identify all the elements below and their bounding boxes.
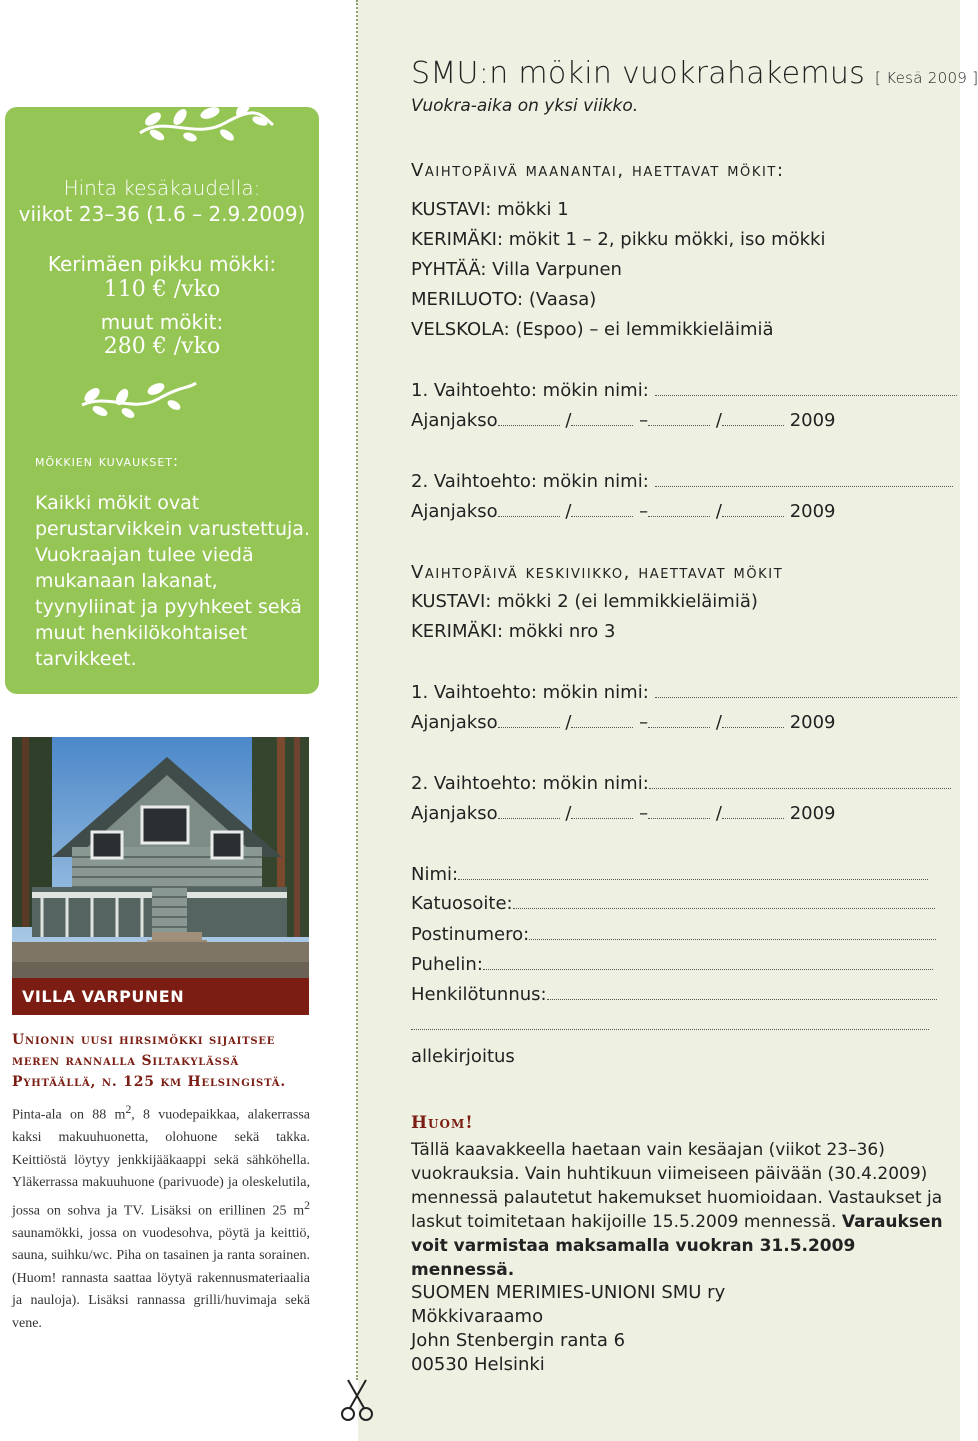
period-field[interactable] bbox=[722, 412, 784, 426]
leaf-vine-icon bbox=[78, 375, 198, 420]
period-field[interactable] bbox=[498, 412, 560, 426]
descriptions-body: Kaikki mökit ovat perustarvikkein varustettuja. Vuokraajan tulee viedä mukanaan lakanat, tyynyliinat ja pyyhkeet sekä muut henkilökohtaiset tarvikkeet. bbox=[35, 492, 310, 670]
period-field[interactable] bbox=[648, 412, 710, 426]
descriptions-title: mökkien kuvaukset: bbox=[35, 452, 180, 470]
signature-field[interactable] bbox=[411, 1016, 929, 1030]
period-field[interactable] bbox=[722, 805, 784, 819]
id-row: Henkilötunnus: bbox=[411, 984, 937, 1006]
phone-field[interactable] bbox=[483, 956, 933, 970]
wednesday-choice-1: 1. Vaihtoehto: mökin nimi: bbox=[411, 682, 957, 704]
price-season-label: Hinta kesäkaudella: bbox=[63, 176, 261, 200]
address-line: SUOMEN MERIMIES-UNIONI SMU ry bbox=[411, 1282, 726, 1303]
monday-choice-1: 1. Vaihtoehto: mökin nimi: bbox=[411, 380, 957, 402]
villa-photo bbox=[12, 737, 309, 978]
villa-description: Pinta-ala on 88 $m^2$, 8 vuodepaikkaa, alakerrassa kaksi makuuhuonetta, olohuone sekä takka. Keittiöstä löytyy jenkkijääkaappi sekä sähköhella. Yläkerrassa makuuhuone (parivuode) ja oleskelutila, jossa on sohva ja TV. Lisäksi on erillinen 25 $m^2$ saunamökki, jossa on vuodesohva, pöytä ja keittiö, sauna, suihku/wc. Piha on tasainen ja ranta sorainen. (Huom! rannasta saattaa löytyä rakennusmateriaalia ja nauloja). Lisäksi rannassa grilli/huvimaja sekä vene. bbox=[12, 1103, 310, 1331]
notice-title: Huom! bbox=[411, 1113, 474, 1133]
period-field[interactable] bbox=[571, 714, 633, 728]
address-line: Mökkivaraamo bbox=[411, 1306, 544, 1327]
name-row: Nimi: bbox=[411, 864, 928, 886]
address-line: 00530 Helsinki bbox=[411, 1354, 545, 1375]
monday-heading: Vaihtopäivä maanantai, haettavat mökit: bbox=[411, 160, 785, 181]
monday-choice-2: 2. Vaihtoehto: mökin nimi: bbox=[411, 471, 953, 493]
other-cabins-price: 280 € /vko bbox=[103, 334, 221, 359]
small-cabin-price: 110 € /vko bbox=[103, 277, 221, 302]
period-field[interactable] bbox=[571, 503, 633, 517]
wednesday-cabin: KERIMÄKI: mökki nro 3 bbox=[411, 621, 616, 642]
scissors-icon bbox=[340, 1378, 374, 1422]
signature-row bbox=[411, 1014, 929, 1036]
period-field[interactable] bbox=[722, 503, 784, 517]
postcode-row: Postinumero: bbox=[411, 924, 936, 946]
cut-line bbox=[356, 0, 358, 1380]
notice-text: Tällä kaavakkeella haetaan vain kesäajan (viikot 23–36) vuokrauksia. Vain huhtikuun viimeiseen päivään (30.4.2009) mennessä palautetut hakemukset huomioidaan. Vastaukset ja laskut toimitetaan hakijoille 15.5.2009 mennessä. Varauksen voit varmistaa maksamalla vuokran 31.5.2009 mennessä. bbox=[411, 1140, 943, 1280]
address-line: John Stenbergin ranta 6 bbox=[411, 1330, 626, 1351]
leaf-vine-icon bbox=[135, 95, 275, 145]
wednesday-heading: Vaihtopäivä keskiviikko, haettavat mökit bbox=[411, 562, 784, 583]
period-field[interactable] bbox=[571, 412, 633, 426]
small-cabin-label: Kerimäen pikku mökki: bbox=[47, 252, 277, 276]
name-field[interactable] bbox=[458, 866, 928, 880]
monday-cabin: KERIMÄKI: mökit 1 – 2, pikku mökki, iso mökki bbox=[411, 229, 826, 250]
period-field[interactable] bbox=[648, 714, 710, 728]
period-field[interactable] bbox=[498, 503, 560, 517]
period-field[interactable] bbox=[571, 805, 633, 819]
wednesday-period-1: Ajanjakso / – / 2009 bbox=[411, 712, 836, 733]
address-field[interactable] bbox=[513, 895, 935, 909]
wednesday-period-2: Ajanjakso / – / 2009 bbox=[411, 803, 836, 824]
phone-row: Puhelin: bbox=[411, 954, 933, 976]
monday-cabin: MERILUOTO: (Vaasa) bbox=[411, 289, 597, 310]
wednesday-choice-2: 2. Vaihtoehto: mökin nimi: bbox=[411, 773, 951, 795]
monday-period-1: Ajanjakso / – / 2009 bbox=[411, 410, 836, 431]
cabin-name-field[interactable] bbox=[649, 775, 951, 789]
signature-label: allekirjoitus bbox=[411, 1046, 515, 1067]
period-field[interactable] bbox=[498, 805, 560, 819]
id-field[interactable] bbox=[547, 986, 937, 1000]
other-cabins-label: muut mökit: bbox=[100, 310, 224, 334]
monday-cabin: KUSTAVI: mökki 1 bbox=[411, 199, 569, 220]
cabin-name-field[interactable] bbox=[655, 473, 953, 487]
form-subtitle: Vuokra-aika on yksi viikko. bbox=[411, 96, 639, 116]
period-field[interactable] bbox=[498, 714, 560, 728]
price-weeks: viikot 23–36 (1.6 – 2.9.2009) bbox=[18, 202, 306, 226]
monday-period-2: Ajanjakso / – / 2009 bbox=[411, 501, 836, 522]
villa-heading: Unionin uusi hirsimökki sijaitsee meren rannalla Siltakylässä Pyhtäällä, n. 125 km Helsingistä. bbox=[12, 1032, 287, 1090]
address-row: Katuosoite: bbox=[411, 893, 935, 915]
form-title: SMU:n mökin vuokrahakemus [ Kesä 2009 ] bbox=[411, 56, 978, 91]
period-field[interactable] bbox=[722, 714, 784, 728]
period-field[interactable] bbox=[648, 503, 710, 517]
monday-cabin: VELSKOLA: (Espoo) – ei lemmikkieläimiä bbox=[411, 319, 774, 340]
period-field[interactable] bbox=[648, 805, 710, 819]
wednesday-cabin: KUSTAVI: mökki 2 (ei lemmikkieläimiä) bbox=[411, 591, 758, 612]
postcode-field[interactable] bbox=[529, 926, 936, 940]
monday-cabin: PYHTÄÄ: Villa Varpunen bbox=[411, 259, 622, 280]
villa-banner: VILLA VARPUNEN bbox=[12, 978, 309, 1015]
cabin-name-field[interactable] bbox=[655, 382, 957, 396]
cabin-name-field[interactable] bbox=[655, 684, 957, 698]
